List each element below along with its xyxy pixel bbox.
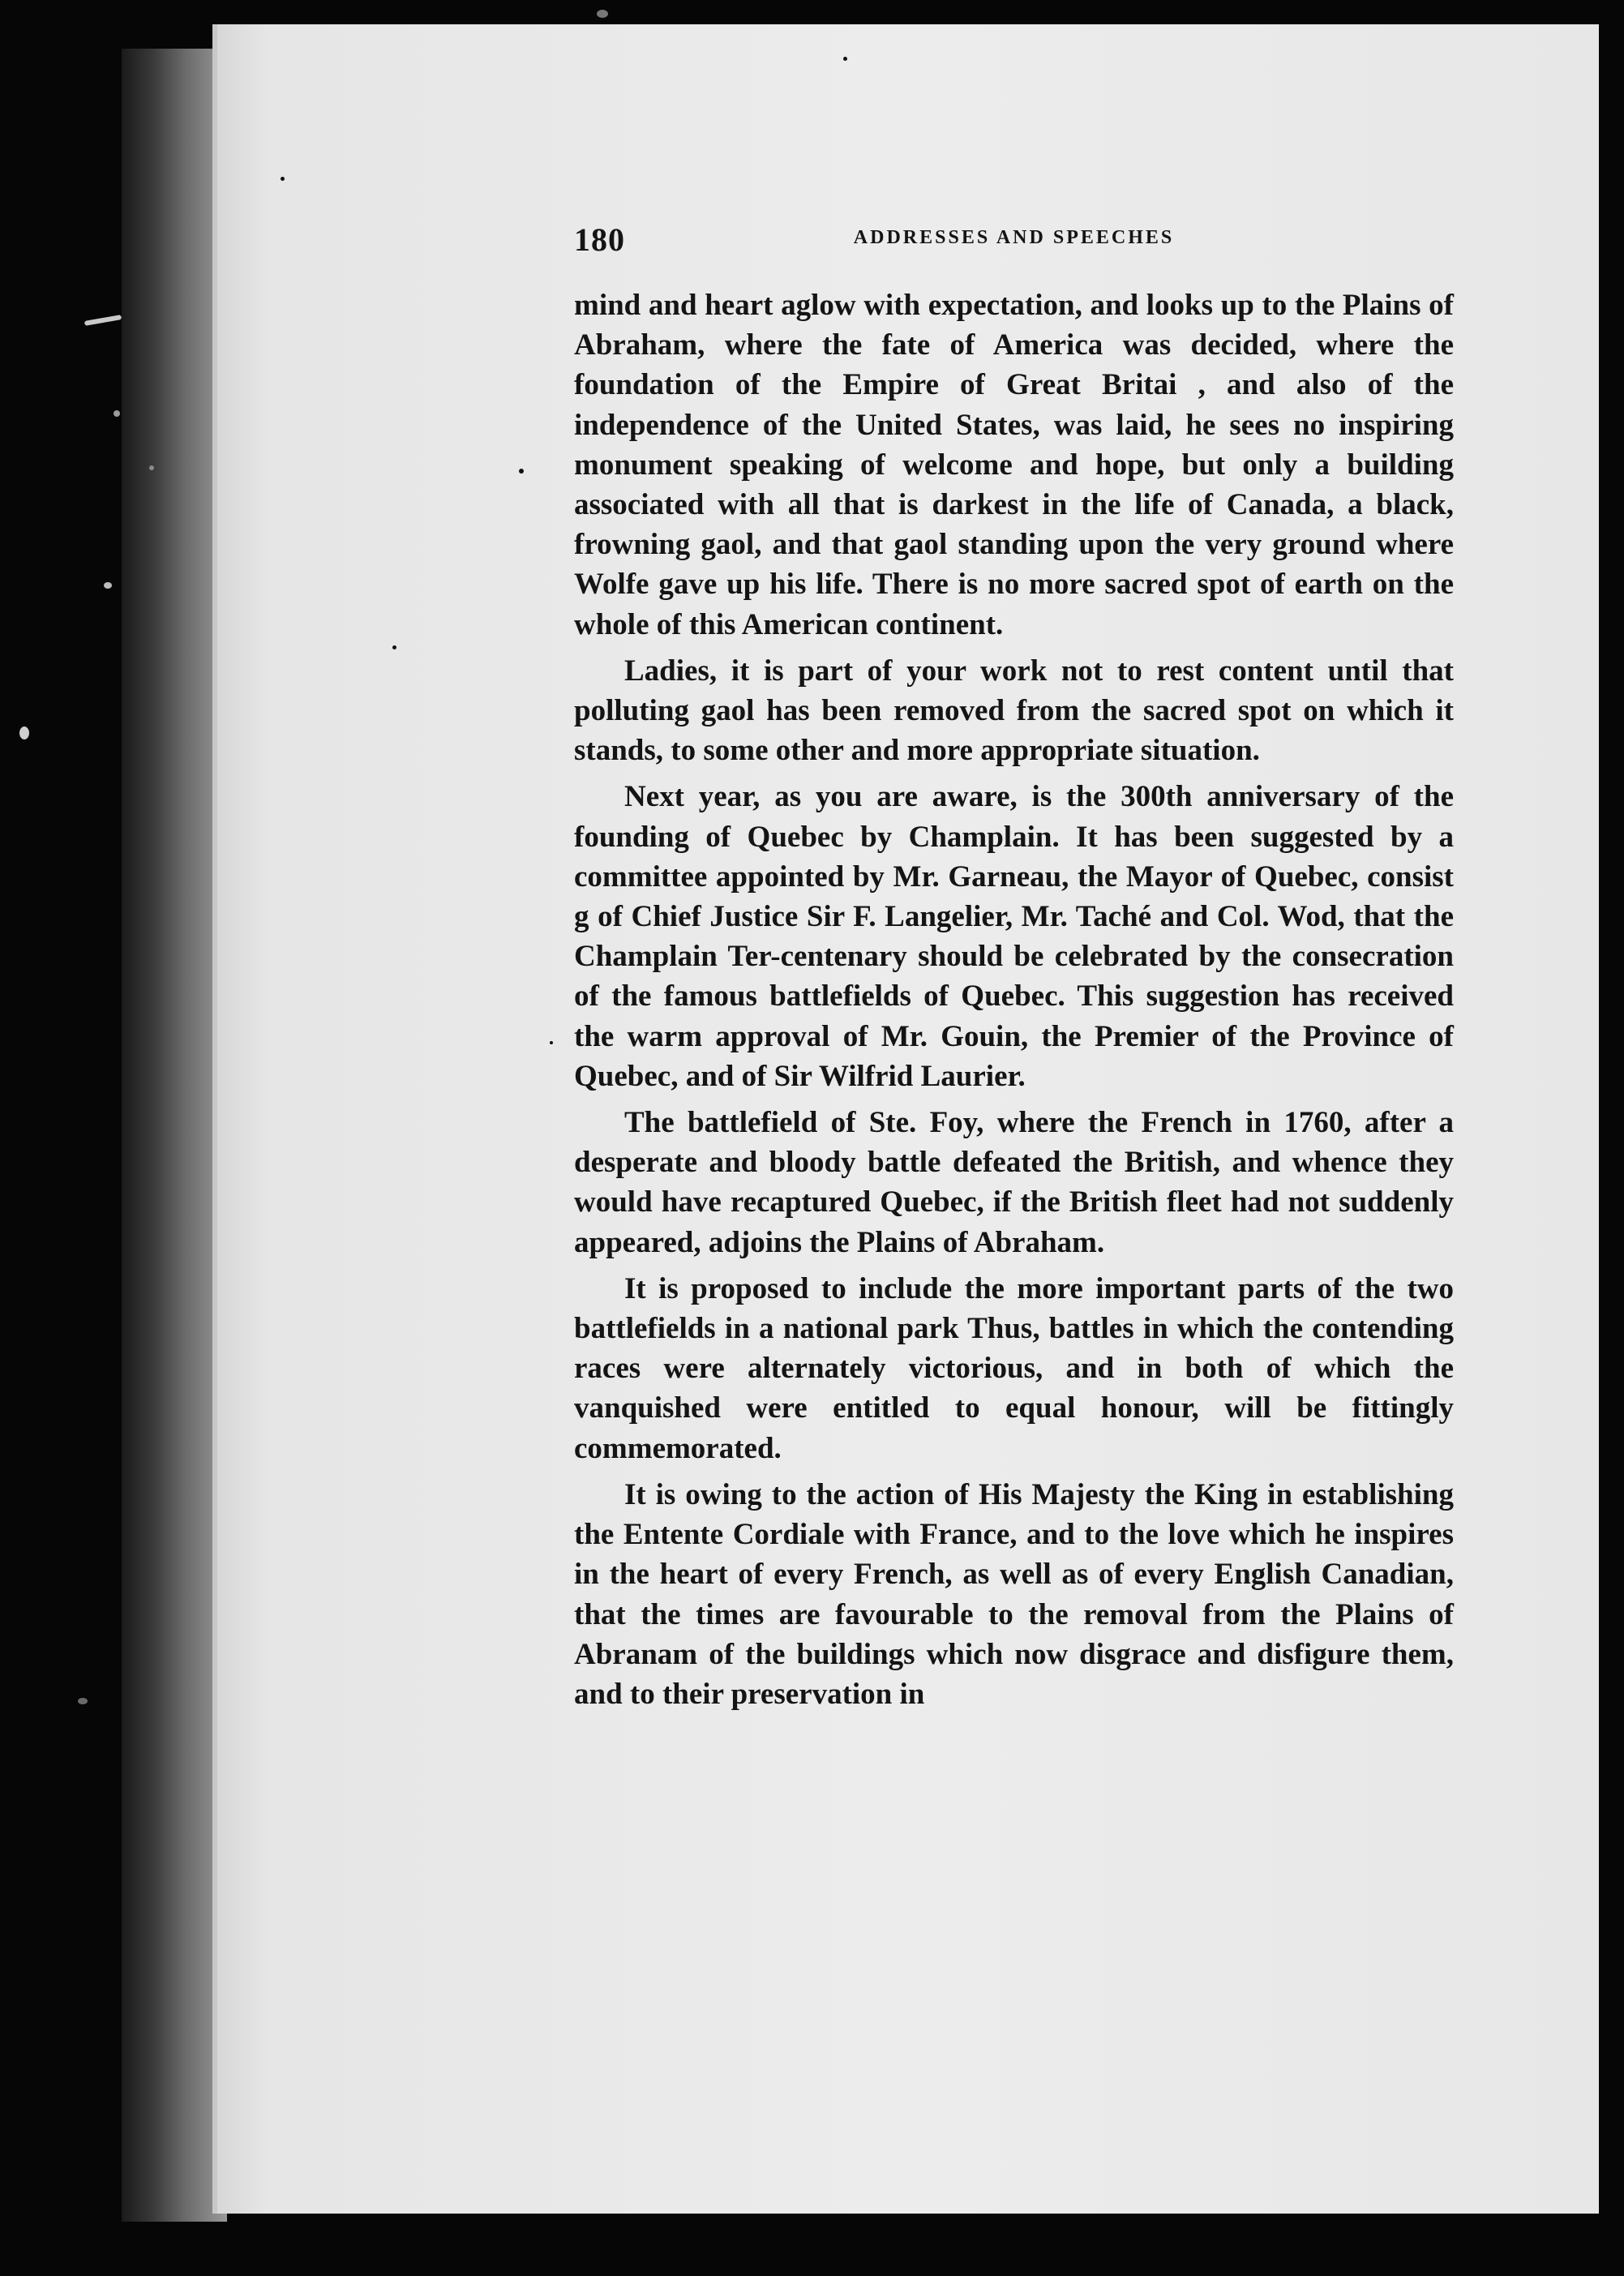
paragraph: It is owing to the action of His Majesty the King in establishing the Entente Cordiale with France, and to the love which he inspires in the heart of every French, as well as of every English Canadian, that the times are favourable to the removal from the Plains of Abranam of the buildings which now disgrace and disfigure them, and to their preservation in xyxy=(574,1477,1454,1711)
page-content xyxy=(574,217,1454,1823)
running-title: ADDRESSES AND SPEECHES xyxy=(853,227,1175,248)
dust-speck xyxy=(550,1041,553,1044)
dust-speck xyxy=(281,177,285,181)
book-binding-shadow xyxy=(122,49,227,2222)
running-head xyxy=(574,217,1454,269)
dust-speck xyxy=(114,410,120,417)
dust-speck xyxy=(519,469,524,474)
paragraph-continued: mind and heart aglow with expectation, and looks up to the Plains of Abraham, where the fate of America was decided, where the foundation of the Empire of Great Britai , and also of the independence of the United States, was laid, he sees no inspiring monument speaking of welcome and hope, but only a building associated with all that is darkest in the life of Canada, a black, frowning gaol, and that gaol standing upon the very ground where Wolfe gave up his life. There is no more sacred spot of earth on the whole of this American continent. xyxy=(574,289,1454,641)
page-edge-mark xyxy=(212,24,217,2214)
paragraph: Next year, as you are aware, is the 300th anniversary of the founding of Quebec by Champlain. It has been suggested by a committee appointed by Mr. Garneau, the Mayor of Quebec, consist g of Chief Justice Sir F. Langelier, Mr. Taché and Col. Wod, that the Champlain Ter-centenary should be celebrated by the consecration of the famous battlefields of Quebec. This suggestion has received the warm approval of Mr. Gouin, the Premier of the Province of Quebec, and of Sir Wilfrid Laurier. xyxy=(574,780,1454,1093)
dust-speck xyxy=(392,645,396,649)
body-text xyxy=(574,285,1454,1714)
book-page xyxy=(212,24,1599,2214)
dust-speck xyxy=(149,465,154,470)
dust-speck xyxy=(104,582,112,589)
page-number: 180 xyxy=(574,221,625,258)
paragraph: It is proposed to include the more important parts of the two battlefields in a national park Thus, battles in which the contending races were alternately victorious, and in both of which the vanquished were entitled to equal honour, will be fittingly commemorated. xyxy=(574,1271,1454,1465)
paragraph: The battlefield of Ste. Foy, where the French in 1760, after a desperate and bloody battle defeated the British, and whence they would have recaptured Quebec, if the British fleet had not suddenly appeared, adjoins the Plains of Abraham. xyxy=(574,1106,1454,1259)
dust-speck xyxy=(84,315,122,326)
dust-speck xyxy=(843,57,847,61)
dust-speck xyxy=(19,727,29,739)
dust-speck xyxy=(78,1698,88,1704)
dust-speck xyxy=(597,10,608,18)
paragraph: Ladies, it is part of your work not to rest content until that polluting gaol has been removed from the sacred spot on which it stands, to some other and more appropriate situation. xyxy=(574,654,1454,768)
